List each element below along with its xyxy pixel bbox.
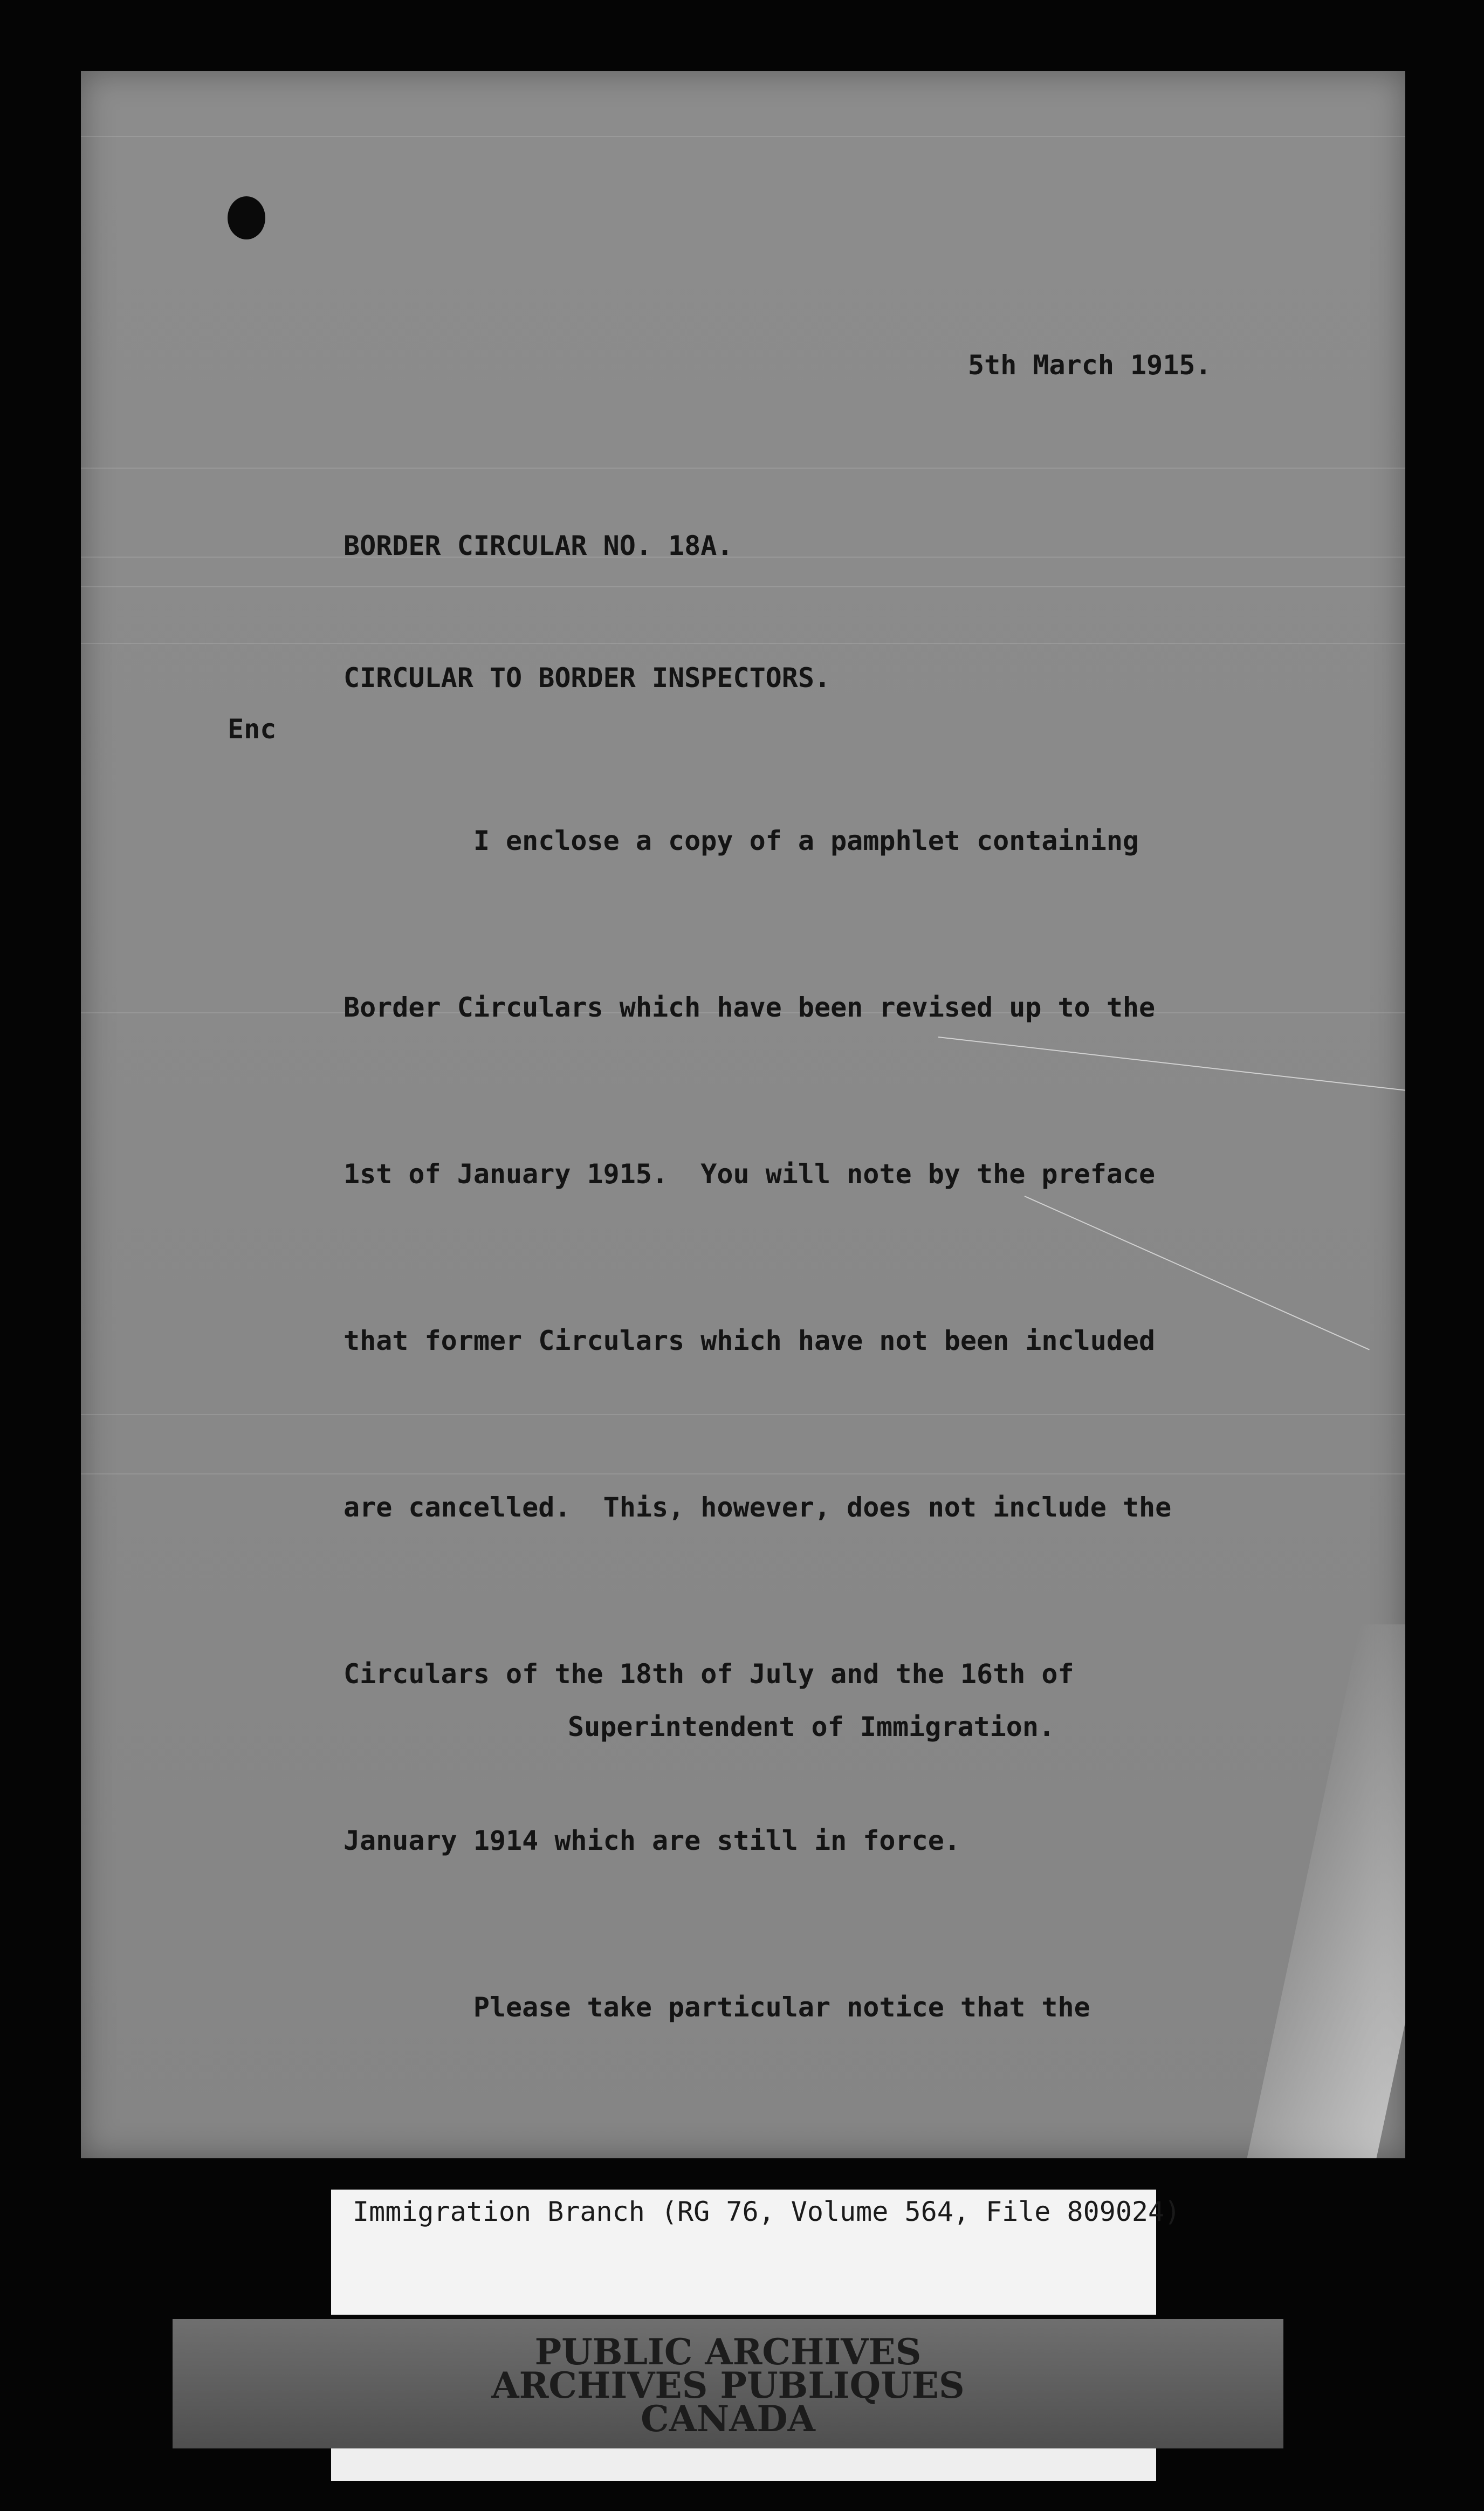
- archive-label: [331, 2190, 1181, 2315]
- archive-reference: Immigration Branch (RG 76, Volume 564, File 809024): [353, 2196, 1181, 2227]
- document-page: [81, 71, 1405, 2158]
- body-line: that former Circulars which have not been included: [343, 1325, 1156, 1356]
- stamp-line-2: ARCHIVES PUBLIQUES: [491, 2364, 965, 2406]
- body-line: Circulars of the 18th of July and the 16th of: [343, 1658, 1074, 1690]
- enclosure-note: Enc: [228, 713, 277, 745]
- punch-hole: [228, 196, 265, 239]
- letter-date: 5th March 1915.: [968, 349, 1212, 381]
- paper-fold: [1234, 1624, 1405, 2158]
- bottom-label-strip: [331, 2448, 1156, 2481]
- body-line: [343, 2146, 1171, 2158]
- body-line: Border Circulars which have been revised up to the: [343, 992, 1156, 1023]
- archive-stamp: [173, 2319, 1283, 2448]
- body-line: are cancelled. This, however, does not include the: [343, 1492, 1172, 1523]
- circular-title: CIRCULAR TO BORDER INSPECTORS.: [343, 662, 831, 694]
- stamp-line-3: CANADA: [641, 2398, 815, 2440]
- body-line: I enclose a copy of a pamphlet containing: [343, 825, 1139, 856]
- letter-body: [343, 702, 1171, 2158]
- signature-line: Superintendent of Immigration.: [568, 1711, 1055, 1742]
- stamp-line-1: PUBLIC ARCHIVES: [534, 2331, 922, 2373]
- body-line: Please take particular notice that the: [343, 1992, 1090, 2023]
- circular-number: BORDER CIRCULAR NO. 18A.: [343, 530, 733, 561]
- body-line: 1st of January 1915. You will note by the preface: [343, 1158, 1156, 1190]
- body-line: January 1914 which are still in force.: [343, 1825, 960, 1856]
